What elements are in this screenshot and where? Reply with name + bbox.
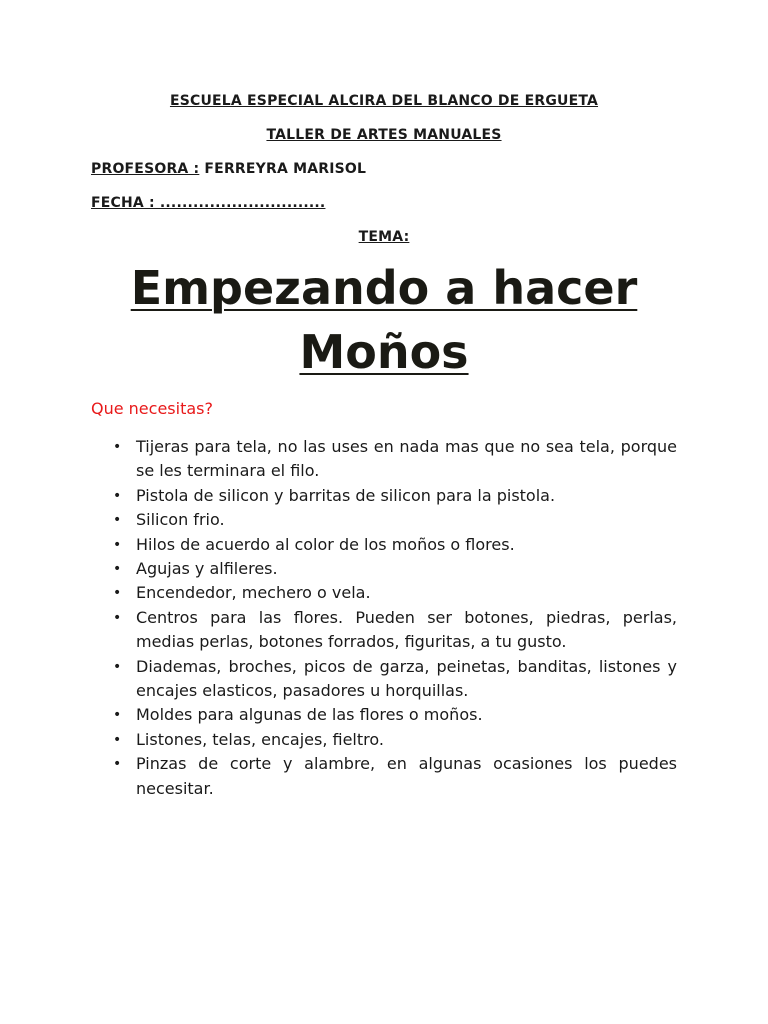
bullet-icon: • <box>113 609 122 626</box>
list-item-text: Agujas y alfileres. <box>136 559 278 579</box>
teacher-name: FERREYRA MARISOL <box>199 161 367 177</box>
teacher-label: PROFESORA : <box>91 161 200 177</box>
materials-list <box>91 435 677 801</box>
bullet-icon: • <box>113 585 122 602</box>
list-item <box>91 484 677 508</box>
bullet-icon: • <box>113 756 122 773</box>
list-item-text: Centros para las flores. Pueden ser botones, piedras, perlas, medias perlas, botones forrados, figuritas, a tu gusto. <box>136 607 677 652</box>
date-line: FECHA : .............................. <box>91 195 326 211</box>
list-item-text: Diademas, broches, picos de garza, peinetas, banditas, listones y encajes elasticos, pasadores u horquillas. <box>136 656 677 701</box>
list-item-text: Hilos de acuerdo al color de los moños o flores. <box>136 534 515 554</box>
workshop-name: TALLER DE ARTES MANUALES <box>266 127 502 143</box>
school-name: ESCUELA ESPECIAL ALCIRA DEL BLANCO DE ERGUETA <box>169 93 599 109</box>
topic-label: TEMA: <box>358 229 410 245</box>
list-item-text: Tijeras para tela, no las uses en nada mas que no sea tela, porque se les terminara el filo. <box>136 437 677 481</box>
list-item-text: Pistola de silicon y barritas de silicon para la pistola. <box>136 485 556 505</box>
bullet-icon: • <box>113 561 122 578</box>
bullet-icon: • <box>113 487 122 504</box>
section-question: Que necesitas? <box>91 399 213 418</box>
list-item <box>91 533 677 557</box>
list-item <box>91 508 677 532</box>
list-item <box>91 606 677 655</box>
list-item-text: Moldes para algunas de las flores o moños. <box>136 705 483 725</box>
list-item-text: Encendedor, mechero o vela. <box>136 583 371 603</box>
list-item-text: Listones, telas, encajes, fieltro. <box>136 729 384 749</box>
list-item <box>91 703 677 727</box>
list-item-text: Silicon frio. <box>136 510 225 530</box>
list-item-text: Pinzas de corte y alambre, en algunas ocasiones los puedes necesitar. <box>136 754 677 798</box>
list-item <box>91 752 677 801</box>
page-title-line-1: Empezando a hacer <box>130 261 638 315</box>
bullet-icon: • <box>113 731 122 748</box>
list-item <box>91 557 677 581</box>
list-item <box>91 435 677 484</box>
bullet-icon: • <box>113 707 122 724</box>
bullet-icon: • <box>113 536 122 553</box>
bullet-icon: • <box>113 658 122 675</box>
list-item <box>91 655 677 704</box>
page-title-line-2: Moños <box>299 325 469 379</box>
list-item <box>91 581 677 605</box>
list-item <box>91 728 677 752</box>
bullet-icon: • <box>113 512 122 529</box>
teacher-line <box>91 160 366 178</box>
bullet-icon: • <box>113 439 122 455</box>
